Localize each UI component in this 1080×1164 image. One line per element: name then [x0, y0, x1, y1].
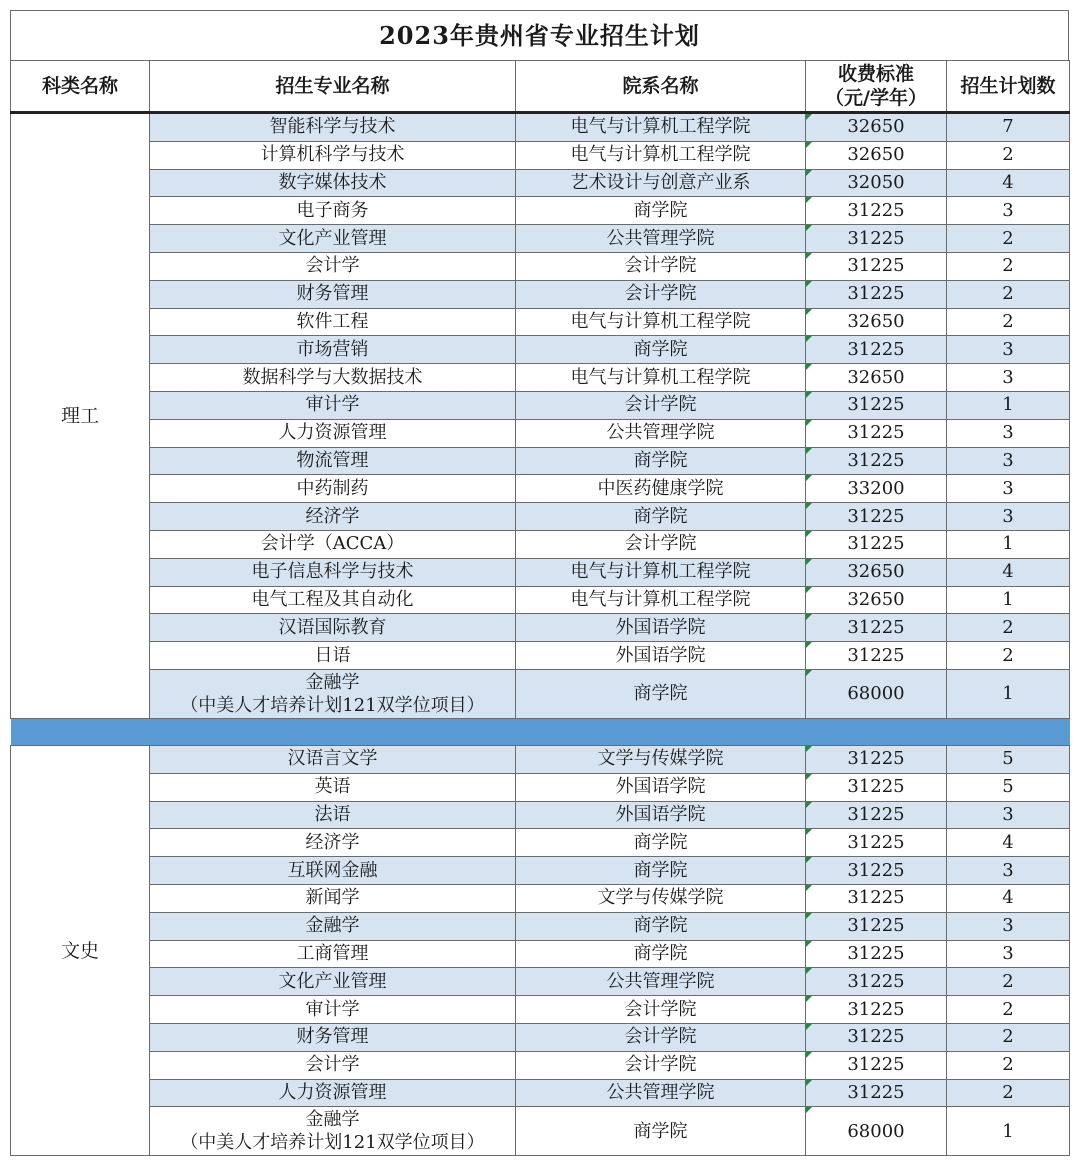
major-cell: 英语: [150, 773, 516, 801]
dept-cell: 商学院: [516, 336, 806, 364]
category-cell: 文史: [11, 745, 150, 1155]
major-name: 金融学: [305, 671, 360, 693]
fee-cell: 31225: [806, 884, 947, 912]
fee-cell: 32650: [806, 308, 947, 336]
dept-cell: 商学院: [516, 669, 806, 718]
major-cell: 电气工程及其自动化: [150, 586, 516, 614]
fee-cell: 31225: [806, 336, 947, 364]
plan-cell: 1: [947, 1107, 1070, 1156]
fee-cell: 31225: [806, 642, 947, 670]
fee-cell: 32650: [806, 113, 947, 142]
plan-cell: 2: [947, 996, 1070, 1024]
plan-cell: 2: [947, 252, 1070, 280]
major-name: 金融学: [305, 1109, 360, 1131]
major-cell: 日语: [150, 642, 516, 670]
plan-cell: 2: [947, 642, 1070, 670]
fee-cell: 31225: [806, 391, 947, 419]
plan-cell: 1: [947, 586, 1070, 614]
major-cell: 会计学: [150, 1051, 516, 1079]
dept-cell: 外国语学院: [516, 642, 806, 670]
plan-cell: 2: [947, 280, 1070, 308]
table-row: [11, 225, 1070, 253]
plan-cell: 2: [947, 1079, 1070, 1107]
table-row: [11, 829, 1070, 857]
fee-cell: 68000: [806, 669, 947, 718]
table-row: [11, 336, 1070, 364]
plan-cell: 3: [947, 801, 1070, 829]
major-cell: [150, 1107, 516, 1156]
dept-cell: 公共管理学院: [516, 225, 806, 253]
major-cell: [150, 669, 516, 718]
plan-cell: 3: [947, 364, 1070, 392]
fee-cell: 31225: [806, 530, 947, 558]
fee-cell: 31225: [806, 225, 947, 253]
plan-cell: 2: [947, 225, 1070, 253]
major-cell: 审计学: [150, 996, 516, 1024]
plan-cell: 5: [947, 745, 1070, 773]
dept-cell: 会计学院: [516, 391, 806, 419]
plan-cell: 2: [947, 1051, 1070, 1079]
dept-cell: 商学院: [516, 940, 806, 968]
major-cell: 计算机科学与技术: [150, 141, 516, 169]
fee-cell: 31225: [806, 614, 947, 642]
table-row: [11, 801, 1070, 829]
dept-cell: 会计学院: [516, 996, 806, 1024]
plan-cell: 1: [947, 669, 1070, 718]
table-row: [11, 1079, 1070, 1107]
enrollment-plan-sheet: [10, 10, 1069, 1156]
dept-cell: 会计学院: [516, 1051, 806, 1079]
dept-cell: 商学院: [516, 447, 806, 475]
plan-cell: 3: [947, 857, 1070, 885]
plan-cell: 2: [947, 614, 1070, 642]
plan-cell: 7: [947, 113, 1070, 142]
major-cell: 经济学: [150, 829, 516, 857]
header-major: 招生专业名称: [150, 61, 516, 113]
major-cell: 软件工程: [150, 308, 516, 336]
table-row: [11, 968, 1070, 996]
fee-cell: 32650: [806, 586, 947, 614]
plan-cell: 3: [947, 912, 1070, 940]
header-row: [11, 61, 1070, 113]
header-category: 科类名称: [11, 61, 150, 113]
dept-cell: 商学院: [516, 829, 806, 857]
table-row: [11, 745, 1070, 773]
fee-cell: 31225: [806, 503, 947, 531]
major-cell: 数据科学与大数据技术: [150, 364, 516, 392]
dept-cell: 会计学院: [516, 530, 806, 558]
plan-cell: 4: [947, 829, 1070, 857]
fee-cell: 31225: [806, 197, 947, 225]
table-row: [11, 996, 1070, 1024]
major-cell: 文化产业管理: [150, 225, 516, 253]
plan-cell: 3: [947, 475, 1070, 503]
major-note: （中美人才培养计划121双学位项目）: [180, 694, 485, 716]
table-row: [11, 141, 1070, 169]
fee-cell: 32650: [806, 364, 947, 392]
table-row: [11, 169, 1070, 197]
dept-cell: 会计学院: [516, 252, 806, 280]
dept-cell: 外国语学院: [516, 614, 806, 642]
major-cell: 人力资源管理: [150, 1079, 516, 1107]
major-cell: 汉语国际教育: [150, 614, 516, 642]
table-row: [11, 940, 1070, 968]
major-cell: 财务管理: [150, 1023, 516, 1051]
major-cell: 审计学: [150, 391, 516, 419]
table-row: [11, 1051, 1070, 1079]
table-row: [11, 308, 1070, 336]
dept-cell: 公共管理学院: [516, 419, 806, 447]
major-cell: 经济学: [150, 503, 516, 531]
major-cell: 市场营销: [150, 336, 516, 364]
dept-cell: 文学与传媒学院: [516, 884, 806, 912]
plan-cell: 3: [947, 197, 1070, 225]
fee-cell: 31225: [806, 745, 947, 773]
plan-cell: 4: [947, 558, 1070, 586]
dept-cell: 商学院: [516, 197, 806, 225]
dept-cell: 电气与计算机工程学院: [516, 141, 806, 169]
plan-cell: 5: [947, 773, 1070, 801]
major-cell: 互联网金融: [150, 857, 516, 885]
major-cell: 物流管理: [150, 447, 516, 475]
major-cell: 人力资源管理: [150, 419, 516, 447]
dept-cell: 中医药健康学院: [516, 475, 806, 503]
table-row: [11, 252, 1070, 280]
major-cell: 工商管理: [150, 940, 516, 968]
fee-cell: 31225: [806, 968, 947, 996]
plan-cell: 3: [947, 503, 1070, 531]
table-row: [11, 447, 1070, 475]
plan-cell: 3: [947, 940, 1070, 968]
plan-cell: 3: [947, 419, 1070, 447]
fee-cell: 33200: [806, 475, 947, 503]
dept-cell: 公共管理学院: [516, 968, 806, 996]
fee-cell: 32050: [806, 169, 947, 197]
enrollment-table: [10, 60, 1070, 1156]
header-plan: 招生计划数: [947, 61, 1070, 113]
plan-cell: 4: [947, 169, 1070, 197]
fee-cell: 32650: [806, 141, 947, 169]
header-fee-line2: （元/学年）: [825, 87, 927, 109]
dept-cell: 商学院: [516, 503, 806, 531]
major-cell: 电子商务: [150, 197, 516, 225]
fee-cell: 31225: [806, 912, 947, 940]
fee-cell: 68000: [806, 1107, 947, 1156]
major-cell: 数字媒体技术: [150, 169, 516, 197]
table-row: [11, 586, 1070, 614]
table-row: [11, 912, 1070, 940]
plan-cell: 2: [947, 1023, 1070, 1051]
major-cell: 财务管理: [150, 280, 516, 308]
dept-cell: 电气与计算机工程学院: [516, 364, 806, 392]
fee-cell: 31225: [806, 1051, 947, 1079]
table-row: [11, 113, 1070, 142]
major-cell: 会计学（ACCA）: [150, 530, 516, 558]
fee-cell: 31225: [806, 996, 947, 1024]
table-row: [11, 558, 1070, 586]
major-cell: 金融学: [150, 912, 516, 940]
fee-cell: 31225: [806, 940, 947, 968]
major-cell: 智能科学与技术: [150, 113, 516, 142]
table-row: [11, 530, 1070, 558]
table-row: [11, 503, 1070, 531]
fee-cell: 31225: [806, 280, 947, 308]
table-row: [11, 280, 1070, 308]
table-row: [11, 475, 1070, 503]
dept-cell: 电气与计算机工程学院: [516, 586, 806, 614]
dept-cell: 外国语学院: [516, 801, 806, 829]
table-row: [11, 391, 1070, 419]
plan-cell: 1: [947, 391, 1070, 419]
separator-bar: [11, 718, 1070, 745]
table-row: [11, 364, 1070, 392]
dept-cell: 会计学院: [516, 1023, 806, 1051]
major-cell: 文化产业管理: [150, 968, 516, 996]
fee-cell: 32650: [806, 558, 947, 586]
dept-cell: 会计学院: [516, 280, 806, 308]
table-row: [11, 1107, 1070, 1156]
table-row: [11, 614, 1070, 642]
fee-cell: 31225: [806, 447, 947, 475]
table-row: [11, 197, 1070, 225]
major-cell: 会计学: [150, 252, 516, 280]
dept-cell: 电气与计算机工程学院: [516, 308, 806, 336]
table-row: [11, 1023, 1070, 1051]
page-title: 2023年贵州省专业招生计划: [10, 10, 1069, 60]
dept-cell: 电气与计算机工程学院: [516, 558, 806, 586]
dept-cell: 艺术设计与创意产业系: [516, 169, 806, 197]
table-row: [11, 419, 1070, 447]
fee-cell: 31225: [806, 829, 947, 857]
fee-cell: 31225: [806, 801, 947, 829]
plan-cell: 1: [947, 530, 1070, 558]
table-row: [11, 857, 1070, 885]
dept-cell: 商学院: [516, 857, 806, 885]
fee-cell: 31225: [806, 252, 947, 280]
table-row: [11, 884, 1070, 912]
dept-cell: 电气与计算机工程学院: [516, 113, 806, 142]
major-note: （中美人才培养计划121双学位项目）: [180, 1132, 485, 1154]
fee-cell: 31225: [806, 1079, 947, 1107]
table-row: [11, 642, 1070, 670]
plan-cell: 2: [947, 308, 1070, 336]
group-separator: [11, 718, 1070, 745]
fee-cell: 31225: [806, 1023, 947, 1051]
dept-cell: 商学院: [516, 912, 806, 940]
dept-cell: 文学与传媒学院: [516, 745, 806, 773]
major-cell: 法语: [150, 801, 516, 829]
fee-cell: 31225: [806, 419, 947, 447]
table-row: [11, 669, 1070, 718]
header-fee: [806, 61, 947, 113]
header-fee-line1: 收费标准: [837, 63, 914, 85]
plan-cell: 4: [947, 884, 1070, 912]
fee-cell: 31225: [806, 773, 947, 801]
table-body: [11, 113, 1070, 1156]
dept-cell: 商学院: [516, 1107, 806, 1156]
major-cell: 汉语言文学: [150, 745, 516, 773]
major-cell: 电子信息科学与技术: [150, 558, 516, 586]
category-cell: 理工: [11, 113, 150, 719]
table-row: [11, 773, 1070, 801]
dept-cell: 外国语学院: [516, 773, 806, 801]
plan-cell: 3: [947, 336, 1070, 364]
major-cell: 新闻学: [150, 884, 516, 912]
plan-cell: 3: [947, 447, 1070, 475]
header-dept: 院系名称: [516, 61, 806, 113]
plan-cell: 2: [947, 968, 1070, 996]
fee-cell: 31225: [806, 857, 947, 885]
major-cell: 中药制药: [150, 475, 516, 503]
dept-cell: 公共管理学院: [516, 1079, 806, 1107]
plan-cell: 2: [947, 141, 1070, 169]
